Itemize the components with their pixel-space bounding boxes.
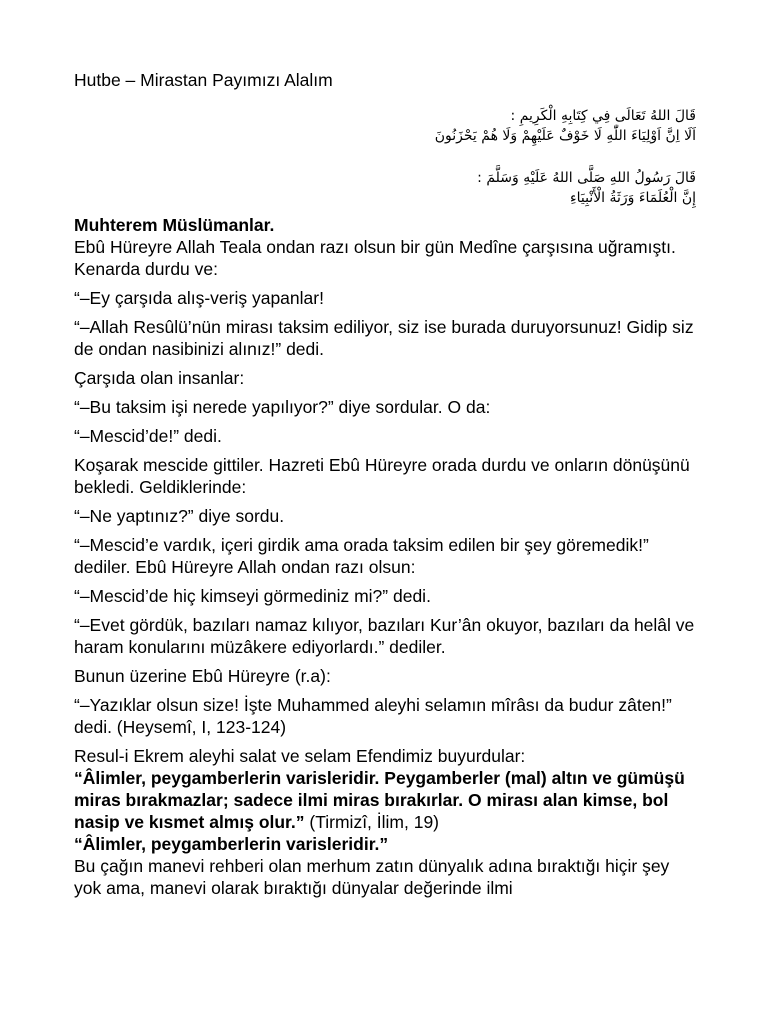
arabic-verse: اَلَا اِنَّ اَوْلِيَاءَ اللّٰهِ لَا خَوْفٌ عَلَيْهِمْ وَلَا هُمْ يَحْزَنُونَ [434,128,696,144]
section-heading: “Âlimler, peygamberlerin varisleridir.” [74,834,389,854]
paragraph: “–Ne yaptınız?” diye sordu. [74,506,285,526]
document-title: Hutbe – Mirastan Payımızı Alalım [74,70,333,90]
document-body [74,214,696,899]
hadith-quote-paragraph [74,767,696,833]
paragraph: Çarşıda olan insanlar: [74,368,245,388]
arabic-hadith-block [74,168,696,208]
hadith-quote-bold: “Âlimler, peygamberlerin varisleridir. Peygamberler (mal) altın ve gümüşü miras bırakmazlar; sadece ilmi miras bırakırlar. O mirası alan kimse, bol nasip ve kısmet almış olur.” [74,768,685,832]
paragraph: “–Mescid’de hiç kimseyi görmediniz mi?” dedi. [74,586,431,606]
paragraph: “–Ey çarşıda alış-veriş yapanlar! [74,288,324,308]
paragraph: Bu çağın manevi rehberi olan merhum zatın dünyalık adına bıraktığı hiçir şey yok ama, manevi olarak bıraktığı dünyalar değerinde ilmi [74,856,670,898]
paragraph: Bunun üzerine Ebû Hüreyre (r.a): [74,666,331,686]
paragraph: Resul-i Ekrem aleyhi salat ve selam Efendimiz buyurdular: [74,746,526,766]
arabic-verse-block [74,106,696,146]
address-heading: Muhterem Müslümanlar. [74,215,275,235]
paragraph: “–Mescid’e vardık, içeri girdik ama orada taksim edilen bir şey göremedik!” dediler. Ebû Hüreyre Allah ondan razı olsun: [74,535,649,577]
paragraph: “–Yazıklar olsun size! İşte Muhammed aleyhi selamın mîrâsı da budur zâten!” dedi. (Heysemî, I, 123-124) [74,695,672,737]
hadith-source: (Tirmizî, İlim, 19) [304,812,440,832]
paragraph: Koşarak mescide gittiler. Hazreti Ebû Hüreyre orada durdu ve onların dönüşünü bekledi. Geldiklerinde: [74,455,690,497]
paragraph: “–Evet gördük, bazıları namaz kılıyor, bazıları Kur’ân okuyor, bazıları da helâl ve haram konularını müzâkere ediyorlardı.” dediler. [74,615,695,657]
arabic-verse-intro: قَالَ اللهُ تَعَالَى فِي كِتَابِهِ الْكَرِيمِ : [510,108,696,124]
paragraph: “–Allah Resûlü’nün mirası taksim ediliyor, siz ise burada duruyorsunuz! Gidip siz de ondan nasibinizi alınız!” dedi. [74,317,694,359]
paragraph: “–Mescid’de!” dedi. [74,426,222,446]
arabic-hadith-intro: قَالَ رَسُولُ اللهِ صَلَّى اللهُ عَلَيْهِ وَسَلَّمَ : [477,170,696,186]
paragraph: Ebû Hüreyre Allah Teala ondan razı olsun bir gün Medîne çarşısına uğramıştı. Kenarda durdu ve: [74,237,676,279]
paragraph: “–Bu taksim işi nerede yapılıyor?” diye sordular. O da: [74,397,491,417]
arabic-hadith: إِنَّ الْعُلَمَاءَ وَرَثَةُ الْأَنْبِيَاءِ [570,190,696,206]
